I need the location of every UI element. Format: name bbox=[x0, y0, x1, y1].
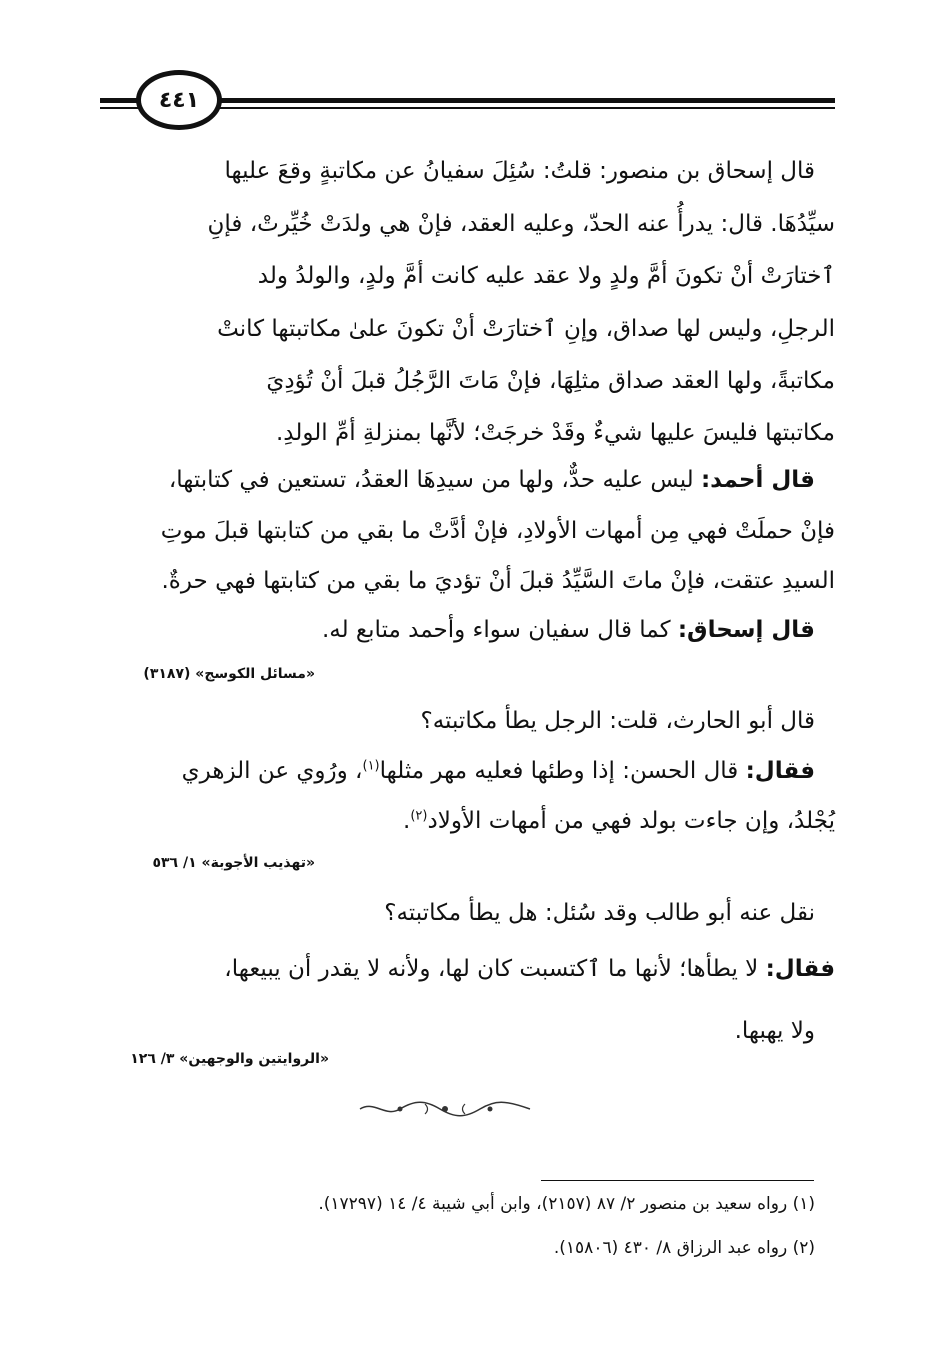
section2-answer-text-2: يُجْلدُ، وإن جاءت بولد فهي من أمهات الأولاد bbox=[427, 808, 835, 834]
page-number: ٤٤١ bbox=[136, 70, 222, 130]
section1-line-5: مكاتبةً، ولها العقد صداق مثلِهَا، فإنْ مَاتَ الرَّجُلُ قبلَ أنْ تُؤدِيَ bbox=[266, 368, 835, 394]
section3-question: نقل عنه أبو طالب وقد سُئل: هل يطأ مكاتبته؟ bbox=[384, 900, 815, 926]
ahmad-line-3: السيدِ عتقت، فإنْ ماتَ السَّيِّدُ قبلَ أنْ تؤديَ ما بقي من كتابتها فهي حرةٌ. bbox=[161, 568, 835, 594]
section3-answer-line-1 bbox=[224, 956, 835, 982]
section2-answer-tail-2: . bbox=[403, 808, 411, 834]
section3-answer-line-2: ولا يهبها. bbox=[734, 1018, 815, 1044]
ishaq-text: كما قال سفيان سواء وأحمد متابع له. bbox=[321, 617, 678, 643]
section1-line-6: مكاتبتها فليسَ عليها شيءٌ وقَدْ خرجَتْ؛ لأنَّها بمنزلةِ أمِّ الولدِ. bbox=[275, 420, 835, 446]
section3-answer-label: فقال: bbox=[765, 956, 835, 982]
ahmad-line-2: فإنْ حملَتْ فهي مِن أمهات الأولادِ، فإنْ أدَّتْ ما بقي من كتابتها قبلَ موتِ bbox=[160, 518, 835, 544]
section2-question: قال أبو الحارث، قلت: الرجل يطأ مكاتبته؟ bbox=[420, 708, 815, 734]
footnote-marker-2[interactable]: (٢) bbox=[410, 808, 428, 824]
footnote-rule bbox=[541, 1180, 814, 1181]
section1-line-2: سيِّدُهَا. قال: يدرأُ عنه الحدّ، وعليه العقد، فإنْ هي ولدَتْ خُيِّرتْ، فإنِ bbox=[207, 211, 835, 237]
citation-2: «تهذيب الأجوبة» ١/ ٥٣٦ bbox=[152, 855, 315, 871]
footnote-1: (١) رواه سعيد بن منصور ٢/ ٨٧ (٢١٥٧)، وابن أبي شيبة ٤/ ١٤ (١٧٢٩٧). bbox=[318, 1194, 815, 1214]
section2-answer-line-2 bbox=[403, 808, 835, 834]
ahmad-text-1: ليس عليه حدٌّ، ولها من سيدِهَا العقدُ، تستعين في كتابتها، bbox=[168, 467, 701, 493]
section2-answer-tail-1: ، ورُوي عن الزهري bbox=[181, 758, 363, 784]
ahmad-line-1 bbox=[169, 467, 815, 493]
section2-answer-text-1: قال الحسن: إذا وطئها فعليه مهر مثلها bbox=[379, 758, 746, 784]
section2-answer-line-1 bbox=[182, 758, 815, 784]
ishaq-label: قال إسحاق: bbox=[677, 617, 815, 643]
section1-line-3: ٱختارَتْ أنْ تكونَ أمَّ ولدٍ ولا عقد عليه كانت أمَّ ولدٍ، والولدُ ولد bbox=[257, 263, 835, 289]
decorative-ornament-icon bbox=[355, 1098, 535, 1120]
section3-answer-text-1: لا يطأها؛ لأنها ما ٱكتسبت كان لها، ولأنه لا يقدر أن يبيعها، bbox=[224, 956, 766, 982]
footnote-marker-1[interactable]: (١) bbox=[362, 758, 380, 774]
citation-1: «مسائل الكوسج» (٣١٨٧) bbox=[143, 666, 315, 682]
ishaq-line bbox=[322, 617, 815, 643]
footnote-2: (٢) رواه عبد الرزاق ٨/ ٤٣٠ (١٥٨٠٦). bbox=[553, 1238, 815, 1258]
section2-answer-label: فقال: bbox=[745, 758, 815, 784]
section1-line-4: الرجلِ، وليس لها صداق، وإنِ ٱختارَتْ أنْ تكونَ علىٰ مكاتبتها كانتْ bbox=[217, 316, 835, 342]
citation-3: «الروايتين والوجهين» ٣/ ١٢٦ bbox=[130, 1051, 329, 1067]
section1-line-1: قال إسحاق بن منصور: قلتُ: سُئِلَ سفيانُ عن مكاتبةٍ وقعَ عليها bbox=[224, 158, 815, 184]
ahmad-label: قال أحمد: bbox=[700, 467, 815, 493]
page-header bbox=[100, 70, 835, 130]
